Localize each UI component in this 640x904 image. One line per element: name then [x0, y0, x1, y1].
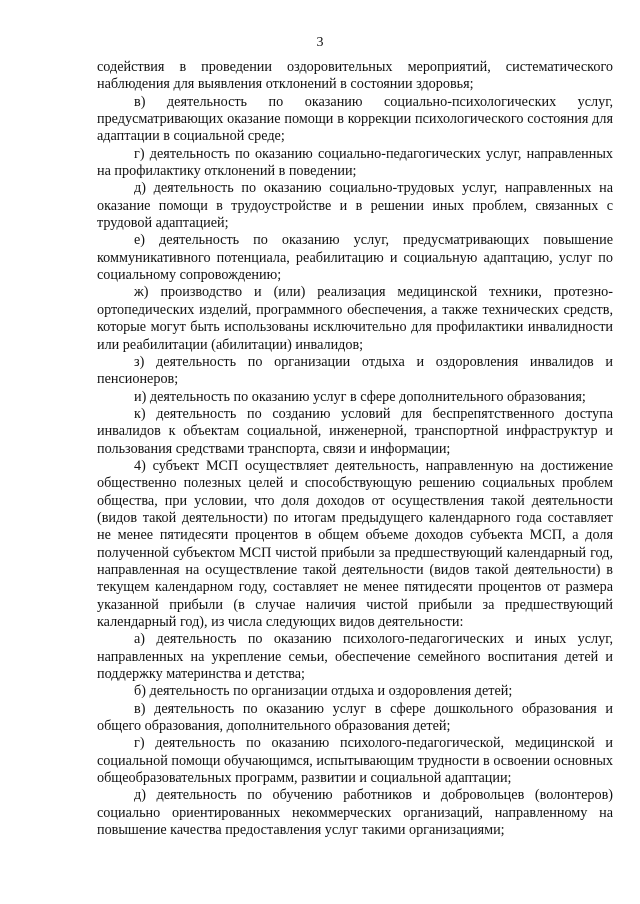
paragraph-item-z: з) деятельность по организации отдыха и оздоровления инвалидов и пенсионеров; — [97, 353, 613, 388]
paragraph-item-g-2: г) деятельность по оказанию психолого-педагогической, медицинской и социальной помощи обучающимся, испытывающим трудности в освоении основных общеобразовательных программ, развитии и социальной адаптации; — [97, 735, 613, 787]
paragraph-item-i: и) деятельность по оказанию услуг в сфере дополнительного образования; — [134, 388, 586, 405]
paragraph-item-d: д) деятельность по оказанию социально-трудовых услуг, направленных на оказание помощи в трудоустройстве и в решении иных проблем, связанных с трудовой адаптацией; — [97, 180, 613, 232]
paragraph-item-b: б) деятельность по организации отдыха и оздоровления детей; — [134, 683, 513, 700]
paragraph-item-e: е) деятельность по оказанию услуг, предусматривающих повышение коммуникативного потенциала, реабилитацию и социальную адаптацию, услуг по социальному сопровождению; — [97, 232, 613, 284]
paragraph-item-a: а) деятельность по оказанию психолого-педагогических и иных услуг, направленных на укрепление семьи, обеспечение семейного воспитания детей и поддержку материнства и детства; — [97, 631, 613, 683]
paragraph-item-k: к) деятельность по созданию условий для беспрепятственного доступа инвалидов к объектам социальной, инженерной, транспортной инфраструктур и пользования средствами транспорта, связи и информации; — [97, 405, 613, 457]
paragraph-point-4: 4) субъект МСП осуществляет деятельность, направленную на достижение общественно полезных целей и способствующую решению социальных проблем общества, при условии, что доля доходов от осуществления такой деятельности (видов такой деятельности) по итогам предыдущего календарного года составляет не менее пятидесяти процентов в общем объеме доходов субъекта МСП, а доля полученной субъектом МСП чистой прибыли за предшествующий календарный год, направленная на осуществление такой деятельности (видов такой деятельности) в текущем календарном году, составляет не менее пятидесяти процентов от размера указанной прибыли (в случае наличия чистой прибыли за предшествующий календарный год), из числа следующих видов деятельности: — [97, 457, 613, 630]
paragraph-item-zh: ж) производство и (или) реализация медицинской техники, протезно-ортопедических изделий, программного обеспечения, а также технических средств, которые могут быть использованы исключительно для профилактики инвалидности или реабилитации (абилитации) инвалидов; — [97, 284, 613, 353]
page-number: 3 — [316, 35, 324, 50]
paragraph-item-d-2: д) деятельность по обучению работников и добровольцев (волонтеров) социально ориентированных некоммерческих организаций, направленному на повышение качества предоставления услуг такими организациями; — [97, 787, 613, 839]
paragraph-item-v-2: в) деятельность по оказанию услуг в сфере дошкольного образования и общего образования, дополнительного образования детей; — [97, 700, 613, 735]
document-body — [97, 59, 613, 839]
paragraph-continuation: содействия в проведении оздоровительных мероприятий, систематического наблюдения для выявления отклонений в состоянии здоровья; — [97, 59, 613, 93]
paragraph-item-g: г) деятельность по оказанию социально-педагогических услуг, направленных на профилактику отклонений в поведении; — [97, 145, 613, 180]
paragraph-item-v: в) деятельность по оказанию социально-психологических услуг, предусматривающих оказание помощи в коррекции психологического состояния для адаптации в социальной среде; — [97, 93, 613, 145]
